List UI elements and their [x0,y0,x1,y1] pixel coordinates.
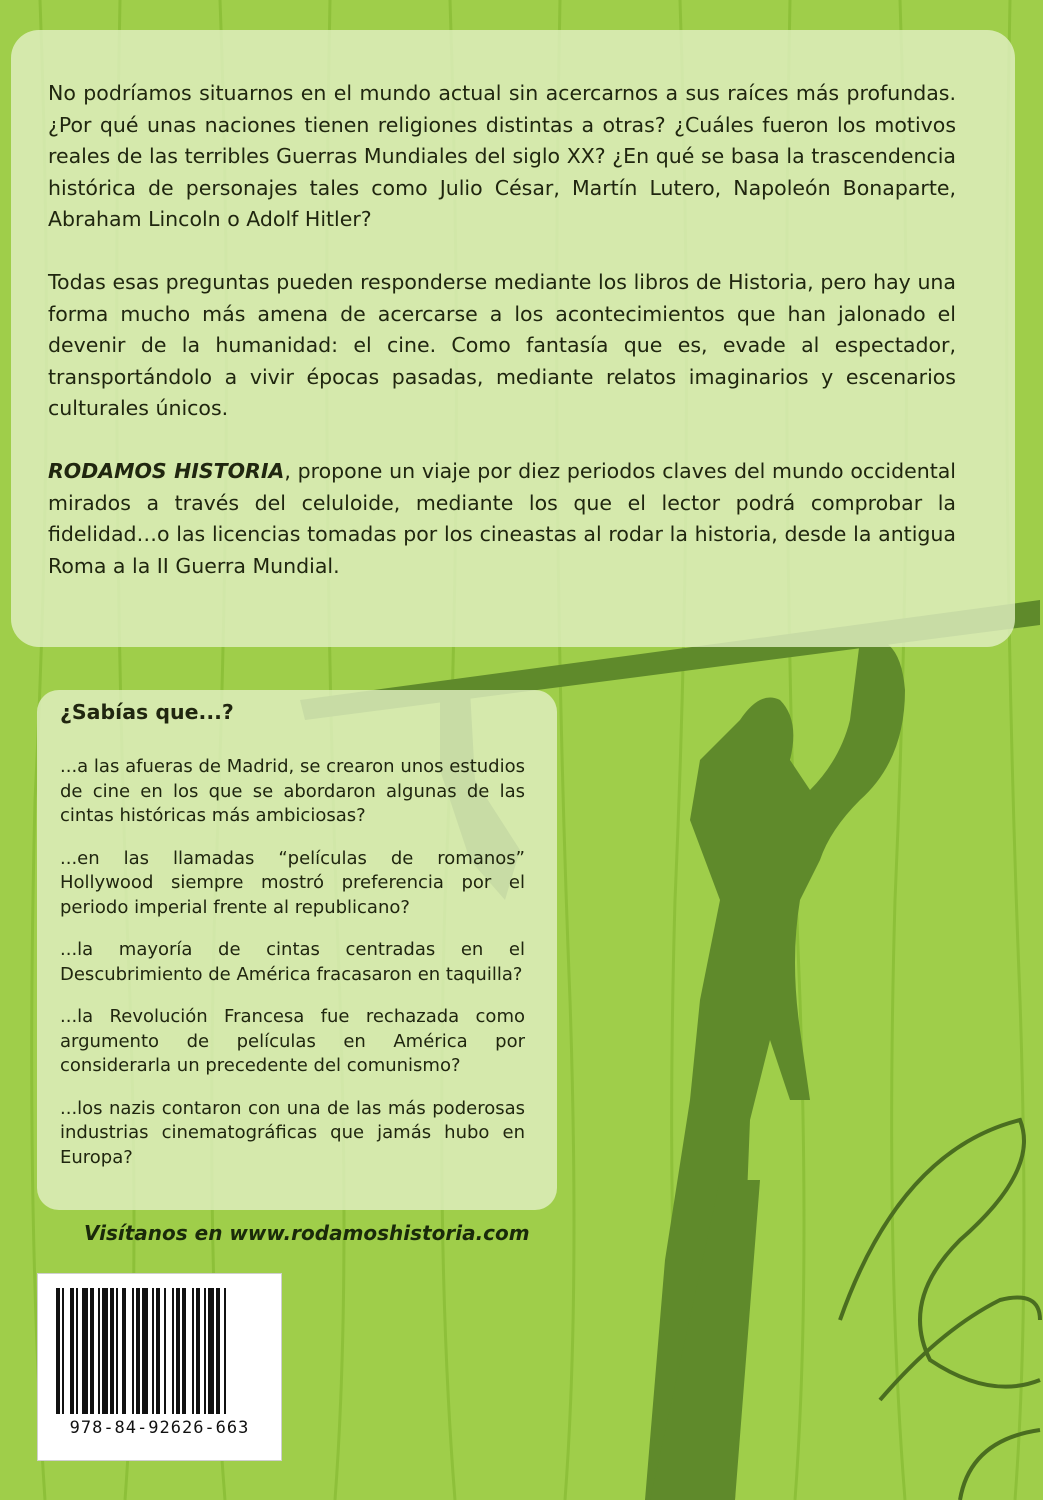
barcode-icon [56,1288,263,1414]
barcode-bar [122,1288,126,1414]
barcode-bar [102,1288,108,1414]
fact-item: ...la mayoría de cintas centradas en el Descubrimiento de América fracasaron en taquilla? [60,939,525,985]
sabias-facts [60,755,525,1188]
barcode-bar [142,1288,148,1414]
isbn-number: 978-84-92626-663 [69,1418,250,1438]
barcode-bar [196,1288,200,1414]
fact-item: ...la Revolución Francesa fue rechazada como argumento de películas en América por considerarla un precedente del comunismo? [60,1006,525,1076]
website-link[interactable]: Visítanos en www.rodamoshistoria.com [84,1221,530,1245]
barcode [37,1273,282,1461]
book-title: RODAMOS HISTORIA [48,459,285,483]
barcode-bar [164,1288,166,1414]
barcode-bar [56,1288,60,1414]
barcode-bar [136,1288,140,1414]
fact-item: ...los nazis contaron con una de las más poderosas industrias cinematográficas que jamás hubo en Europa? [60,1097,525,1168]
barcode-bar [176,1288,180,1414]
barcode-bar [156,1288,160,1414]
intro-paragraph-3 [48,456,956,582]
barcode-bar [224,1288,226,1414]
barcode-bar [172,1288,174,1414]
barcode-bar [90,1288,94,1414]
barcode-bar [152,1288,154,1414]
intro-paragraph-3-text: , propone un viaje por diez periodos claves del mundo occidental mirados a través del celuloide, mediante los que el lector podrá comprobar la fidelidad…o las licencias tomadas por los cineastas al rodar la historia, desde la antigua Roma a la II Guerra Mundial. [48,459,957,578]
barbed-wire-illustration [840,1120,1040,1500]
barcode-bar [204,1288,206,1414]
barcode-bar [76,1288,78,1414]
sabias-heading: ¿Sabías que...? [60,700,234,724]
barcode-bar [192,1288,194,1414]
intro-paragraph-1: No podríamos situarnos en el mundo actual sin acercarnos a sus raíces más profundas. ¿Por qué unas naciones tienen religiones distintas a otras? ¿Cuáles fueron los motivos reales de las terribles Guerras Mundiales del siglo XX? ¿En qué se basa la trascendencia histórica de personajes tales como Julio César, Martín Lutero, Napoleón Bonaparte, Abraham Lincoln o Adolf Hitler? [48,81,956,231]
intro-text [48,78,956,614]
barcode-bar [216,1288,220,1414]
barcode-bar [116,1288,118,1414]
barcode-bar [132,1288,134,1414]
barcode-bar [182,1288,186,1414]
barcode-bar [110,1288,114,1414]
barcode-bar [62,1288,64,1414]
fact-item: ...en las llamadas “películas de romanos” Hollywood siempre mostró preferencia por el periodo imperial frente al republicano? [60,847,525,918]
intro-paragraph-2: Todas esas preguntas pueden responderse mediante los libros de Historia, pero hay una forma mucho más amena de acercarse a los acontecimientos que han jalonado el devenir de la humanidad: el cine. Como fantasía que es, evade al espectador, transportándolo a vivir épocas pasadas, mediante relatos imaginarios y escenarios culturales únicos. [48,270,956,420]
barcode-bar [70,1288,74,1414]
barcode-bar [82,1288,88,1414]
barcode-bar [98,1288,100,1414]
fact-item: ...a las afueras de Madrid, se crearon unos estudios de cine en los que se abordaron algunas de las cintas históricas más ambiciosas? [60,756,525,826]
barcode-bar [208,1288,214,1414]
